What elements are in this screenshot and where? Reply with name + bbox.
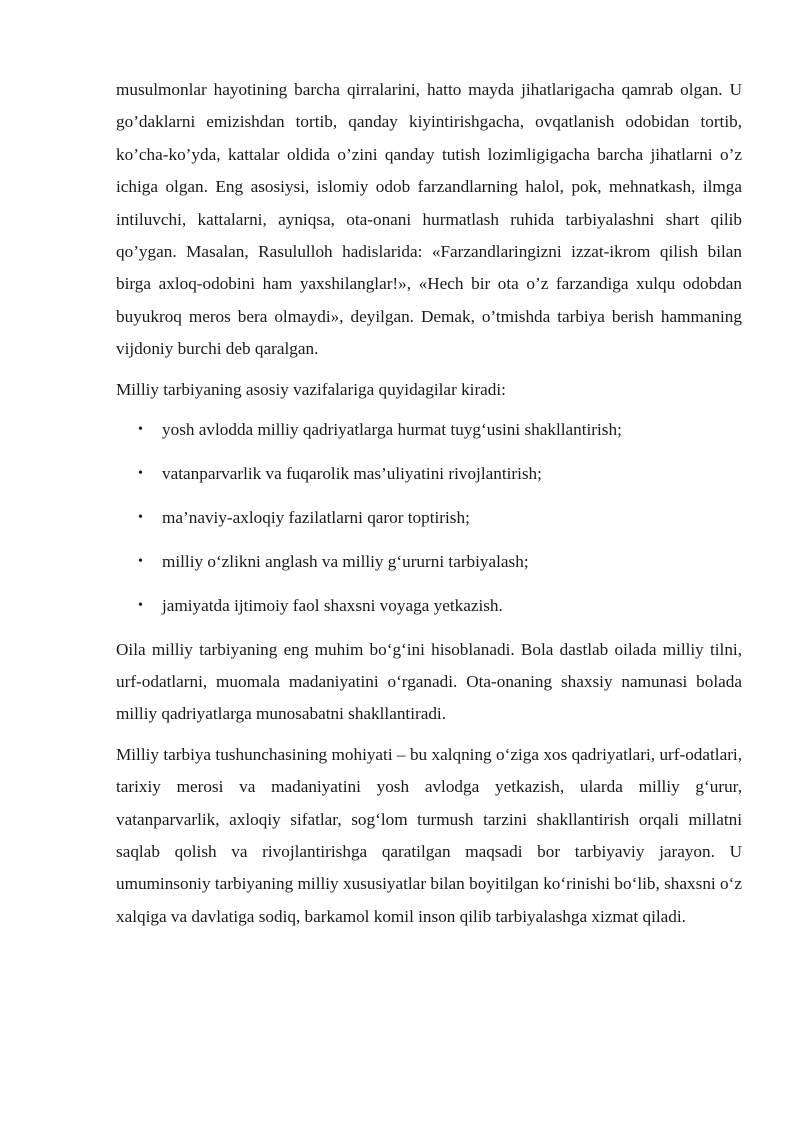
document-page xyxy=(116,74,742,941)
list-item xyxy=(116,502,742,534)
list-item-text: vatanparvarlik va fuqarolik mas’uliyatini rivojlantirish; xyxy=(162,463,542,483)
list-item xyxy=(116,546,742,578)
paragraph-islamic-upbringing: musulmonlar hayotining barcha qirralarini, hatto mayda jihatlarigacha qamrab olgan. U go’daklarni emizishdan tortib, qanday kiyintirishgacha, ovqatlanish odobidan tortib, ko’cha-ko’yda, kattalar oldida o’zini qanday tutish lozimligigacha barcha jihatlarni o’z ichiga olgan. Eng asosiysi, islomiy odob farzandlarning halol, pok, mehnatkash, ilmga intiluvchi, kattalarni, ayniqsa, ota-onani hurmatlash ruhida tarbiyalashni shart qilib qo’ygan. Masalan, Rasululloh hadislarida: «Farzandlaringizni izzat-ikrom qilish bilan birga axloq-odobini ham yaxshilanglar!», «Hech bir ota o’z farzandiga xulqu odobdan buyukroq meros bera olmaydi», deyilgan. Demak, o’tmishda tarbiya berish hammaning vijdoniy burchi deb qaralgan. xyxy=(116,80,742,359)
paragraph-family-role: Oila milliy tarbiyaning eng muhim bo‘g‘ini hisoblanadi. Bola dastlab oilada milliy tilni, urf-odatlarni, muomala madaniyatini o‘rganadi. Ota-onaning shaxsiy namunasi bolada milliy qadriyatlarga munosabatni shakllantiradi. xyxy=(116,639,742,724)
bullet-icon: • xyxy=(138,509,143,525)
list-item-text: milliy o‘zlikni anglash va milliy g‘ururni tarbiyalash; xyxy=(162,551,529,571)
list-item xyxy=(116,414,742,446)
list-item xyxy=(116,590,742,622)
bullet-icon: • xyxy=(138,422,143,438)
bullet-icon: • xyxy=(138,465,143,481)
tasks-list xyxy=(116,414,742,622)
paragraph-list-intro: Milliy tarbiyaning asosiy vazifalariga quyidagilar kiradi: xyxy=(116,379,506,399)
paragraph-national-upbringing-essence: Milliy tarbiya tushunchasining mohiyati – bu xalqning o‘ziga xos qadriyatlari, urf-odatlari, tarixiy merosi va madaniyatini yosh avlodga yetkazish, ularda milliy g‘urur, vatanparvarlik, axloqiy sifatlar, sog‘lom turmush tarzini shakllantirish orqali millatni saqlab qolish va rivojlantirishga qaratilgan maqsadi bor tarbiyaviy jarayon. U umuminsoniy tarbiyaning milliy xususiyatlar bilan boyitilgan ko‘rinishi bo‘lib, shaxsni o‘z xalqiga va davlatiga sodiq, barkamol komil inson qilib tarbiyalashga xizmat qiladi. xyxy=(116,744,742,926)
list-item xyxy=(116,458,742,490)
list-item-text: yosh avlodda milliy qadriyatlarga hurmat tuyg‘usini shakllantirish; xyxy=(162,420,622,440)
list-item-text: ma’naviy-axloqiy fazilatlarni qaror toptirish; xyxy=(162,507,470,527)
bullet-icon: • xyxy=(138,597,143,613)
bullet-icon: • xyxy=(138,553,143,569)
list-item-text: jamiyatda ijtimoiy faol shaxsni voyaga yetkazish. xyxy=(162,595,503,615)
